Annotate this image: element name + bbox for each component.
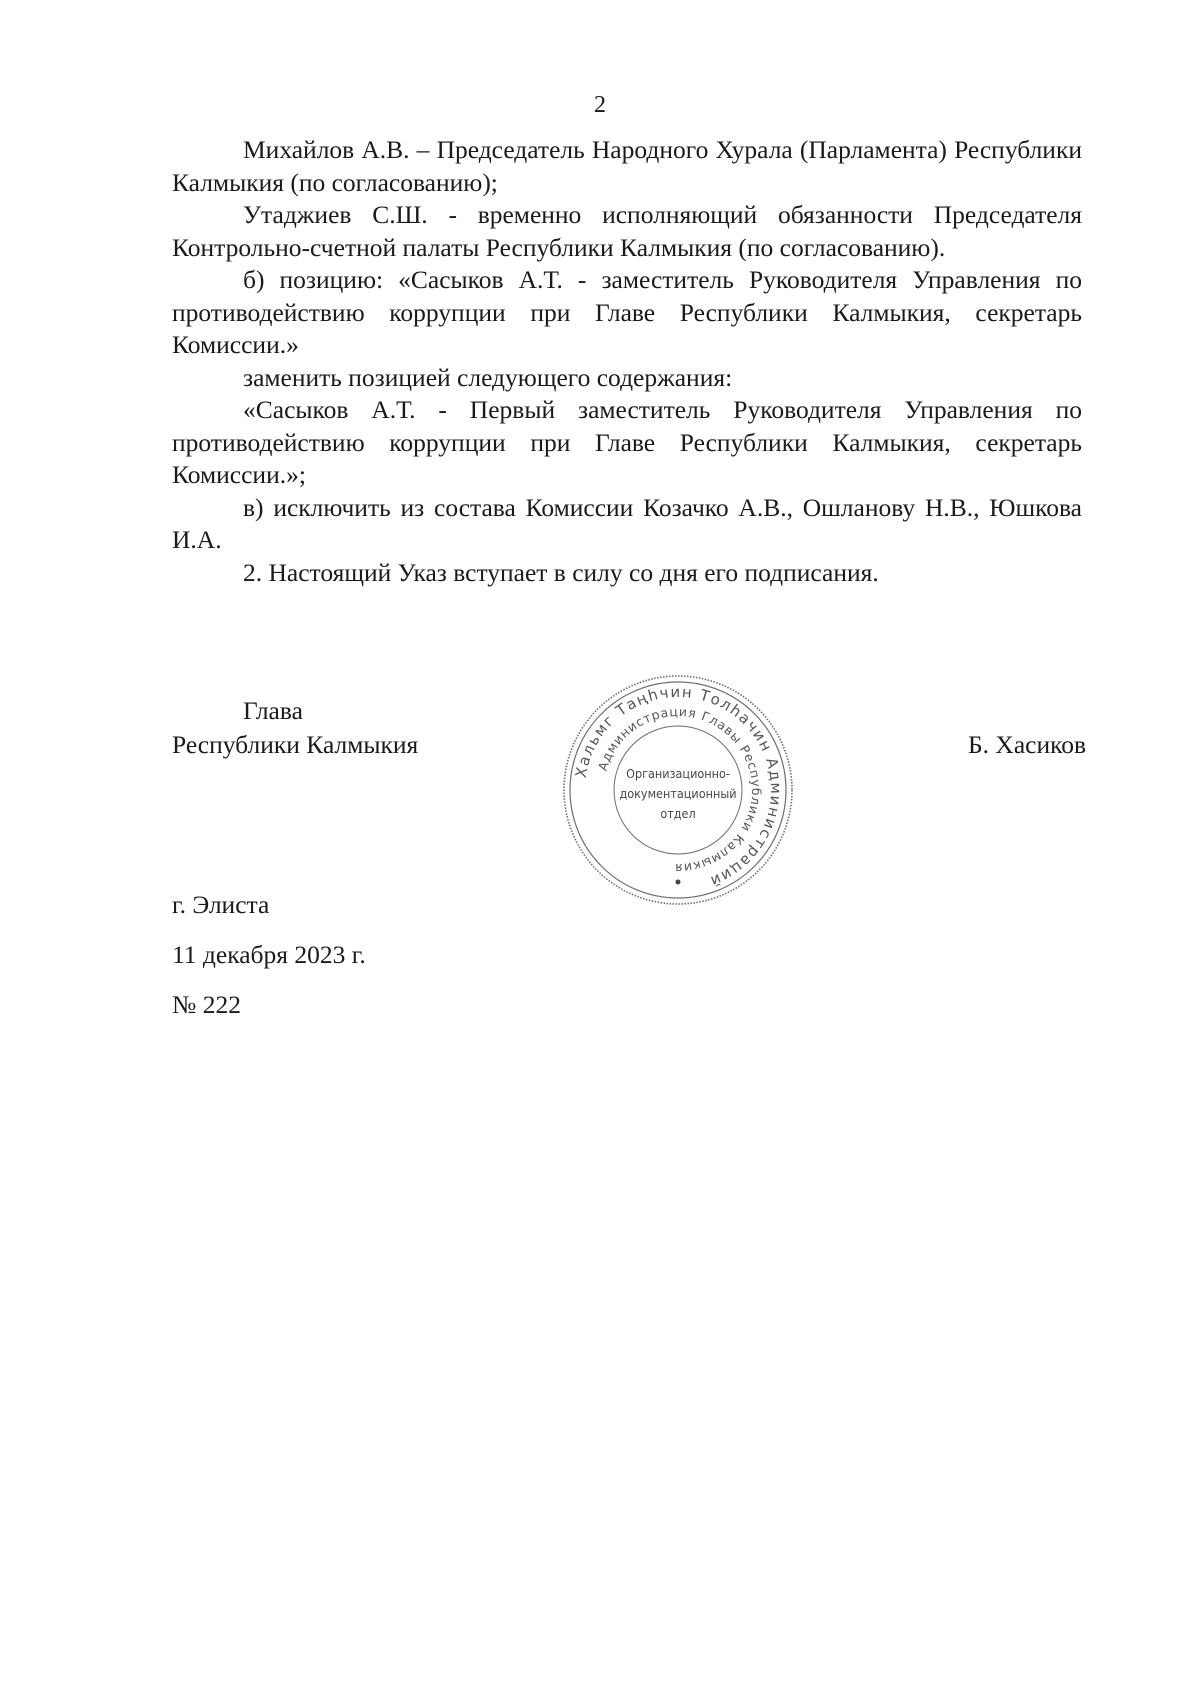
paragraph-mikhailov: Михайлов А.В. – Председатель Народного Хурала (Парламента) Республики Калмыкия (по согласованию); [172,135,1082,197]
signatory-name: Б. Хасиков [968,730,1086,759]
paragraph-exclude: в) исключить из состава Комиссии Козачко А.В., Ошланову Н.В., Юшкова И.А. [172,492,1082,554]
official-seal [560,672,796,908]
paragraph-utadzhiev: Утаджиев С.Ш. - временно исполняющий обязанности Председателя Контрольно-счетной палаты Республики Калмыкия (по согласованию). [172,200,1082,262]
paragraph-effective: 2. Настоящий Указ вступает в силу со дня его подписания. [243,557,879,587]
document-body [172,134,1082,589]
decree-number: № 222 [172,990,241,1019]
page-number: 2 [594,92,606,118]
seal-center-line2: документационный [619,786,737,801]
paragraph-new-position: «Сасыков А.Т. - Первый заместитель Руководителя Управления по противодействию коррупции при Главе Республики Калмыкия, секретарь Комиссии.»; [172,395,1082,489]
signatory-title-line2: Республики Калмыкия [172,730,419,759]
seal-center-line1: Организационно- [626,766,730,781]
seal-outer-text: Хальмг Таңһчин Толһачин Администраций [571,682,786,892]
signatory-title-line1: Глава [243,696,303,725]
paragraph-replace: заменить позицией следующего содержания: [243,362,733,392]
paragraph-position-b: б) позицию: «Сасыков А.Т. - заместитель Руководителя Управления по противодействию коррупции при Главе Республики Калмыкия, секретарь Комиссии.» [172,265,1082,359]
seal-center-line3: отдел [660,806,696,821]
seal-dot-icon [676,880,681,885]
seal-inner-text: Администрация Главы Республики Калмыкия [594,703,765,877]
place: г. Элиста [172,890,270,919]
date: 11 декабря 2023 г. [172,940,366,969]
